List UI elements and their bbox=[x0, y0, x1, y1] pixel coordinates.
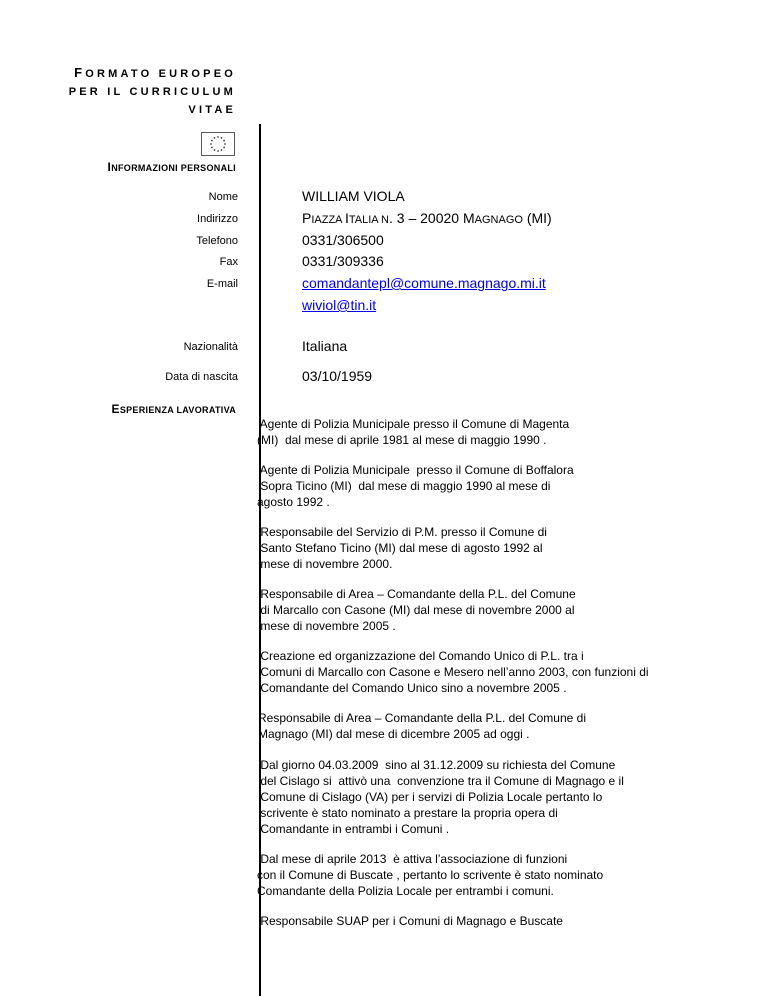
section-title-personal: INFORMAZIONI PERSONALI bbox=[107, 160, 236, 174]
flag-star-icon bbox=[211, 140, 213, 142]
experience-line: (MI) dal mese di aprile 1981 al mese di maggio 1990 . bbox=[257, 433, 547, 447]
flag-star-icon bbox=[214, 149, 216, 151]
name-value: WILLIAM VIOLA bbox=[302, 188, 405, 204]
flag-star-icon bbox=[221, 149, 223, 151]
experience-item bbox=[257, 524, 547, 572]
phone-label: Telefono bbox=[196, 235, 238, 247]
nationality-label: Nazionalità bbox=[183, 341, 238, 353]
experience-item bbox=[258, 710, 586, 742]
nationality-value: Italiana bbox=[302, 338, 348, 354]
phone-value: 0331/306500 bbox=[302, 232, 384, 248]
flag-star-icon bbox=[211, 147, 213, 149]
experience-item bbox=[257, 913, 563, 929]
experience-line: Responsabile SUAP per i Comuni di Magnago e Buscate bbox=[257, 914, 563, 928]
cv-title-line3: VITAE bbox=[188, 104, 236, 116]
experience-item bbox=[257, 851, 603, 899]
experience-item bbox=[257, 462, 574, 510]
experience-line: Dal giorno 04.03.2009 sino al 31.12.2009 su richiesta del Comune bbox=[257, 758, 616, 772]
fax-value: 0331/309336 bbox=[302, 253, 384, 269]
experience-line: Sopra Ticino (MI) dal mese di maggio 1990 al mese di bbox=[257, 479, 551, 493]
flag-star-icon bbox=[214, 137, 216, 139]
experience-line: Comandante della Polizia Locale per entrambi i comuni. bbox=[257, 884, 554, 898]
experience-item bbox=[257, 648, 649, 696]
experience-line: Dal mese di aprile 2013 è attiva l’associazione di funzioni bbox=[257, 852, 568, 866]
experience-line: del Cislago si attivò una convenzione tra il Comune di Magnago e il bbox=[257, 774, 624, 788]
experience-line: Comandante in entrambi i Comuni . bbox=[257, 822, 450, 836]
experience-line: Agente di Polizia Municipale presso il Comune di Magenta bbox=[257, 417, 570, 431]
flag-star-icon bbox=[223, 147, 225, 149]
section-title-experience: ESPERIENZA LAVORATIVA bbox=[111, 402, 236, 416]
eu-flag-icon bbox=[201, 132, 235, 156]
experience-item bbox=[257, 416, 569, 448]
cv-title bbox=[40, 66, 236, 117]
flag-star-icon bbox=[217, 150, 219, 152]
experience-item bbox=[257, 586, 576, 634]
flag-star-icon bbox=[223, 140, 225, 142]
experience-item bbox=[257, 757, 624, 837]
cv-title-line1: FORMATO EUROPEO bbox=[74, 65, 236, 80]
experience-line: Comuni di Marcallo con Casone e Mesero nell’anno 2003, con funzioni di bbox=[257, 665, 649, 679]
experience-line: mese di novembre 2000. bbox=[257, 557, 393, 571]
email-link-secondary[interactable]: wiviol@tin.it bbox=[302, 297, 377, 313]
fax-label: Fax bbox=[219, 256, 238, 268]
experience-line: Responsabile di Area – Comandante della P.L. del Comune bbox=[257, 587, 576, 601]
flag-star-icon bbox=[217, 136, 219, 138]
experience-line: di Marcallo con Casone (MI) dal mese di novembre 2000 al bbox=[257, 603, 575, 617]
experience-line: Responsabile di Area – Comandante della P.L. del Comune di bbox=[258, 711, 586, 725]
experience-line: Comandante del Comando Unico sino a novembre 2005 . bbox=[257, 681, 567, 695]
experience-line: Agente di Polizia Municipale presso il Comune di Boffalora bbox=[257, 463, 574, 477]
experience-line: mese di novembre 2005 . bbox=[257, 619, 396, 633]
flag-star-icon bbox=[210, 143, 212, 145]
experience-line: Comune di Cislago (VA) per i servizi di Polizia Locale pertanto lo bbox=[257, 790, 603, 804]
experience-line: con il Comune di Buscate , pertanto lo scrivente è stato nominato bbox=[257, 868, 604, 882]
address-label: Indirizzo bbox=[197, 213, 238, 225]
experience-line: scrivente è stato nominato a prestare la propria opera di bbox=[257, 806, 558, 820]
experience-line: Santo Stefano Ticino (MI) dal mese di agosto 1992 al bbox=[257, 541, 543, 555]
birth-date-label: Data di nascita bbox=[165, 371, 238, 383]
experience-line: Responsabile del Servizio di P.M. presso il Comune di bbox=[257, 525, 547, 539]
flag-star-icon bbox=[224, 143, 226, 145]
experience-line: Creazione ed organizzazione del Comando Unico di P.L. tra i bbox=[257, 649, 584, 663]
experience-line: Magnago (MI) dal mese di dicembre 2005 ad oggi . bbox=[258, 727, 530, 741]
address-value: PIAZZA ITALIA N. 3 – 20020 MAGNAGO (MI) bbox=[302, 210, 552, 226]
email-label: E-mail bbox=[206, 278, 238, 290]
name-label: Nome bbox=[208, 191, 238, 203]
cv-title-line2: PER IL CURRICULUM bbox=[68, 86, 236, 98]
flag-star-icon bbox=[221, 137, 223, 139]
birth-date-value: 03/10/1959 bbox=[302, 368, 373, 384]
email-link-primary[interactable]: comandantepl@comune.magnago.mi.it bbox=[302, 275, 546, 291]
experience-line: agosto 1992 . bbox=[257, 495, 330, 509]
